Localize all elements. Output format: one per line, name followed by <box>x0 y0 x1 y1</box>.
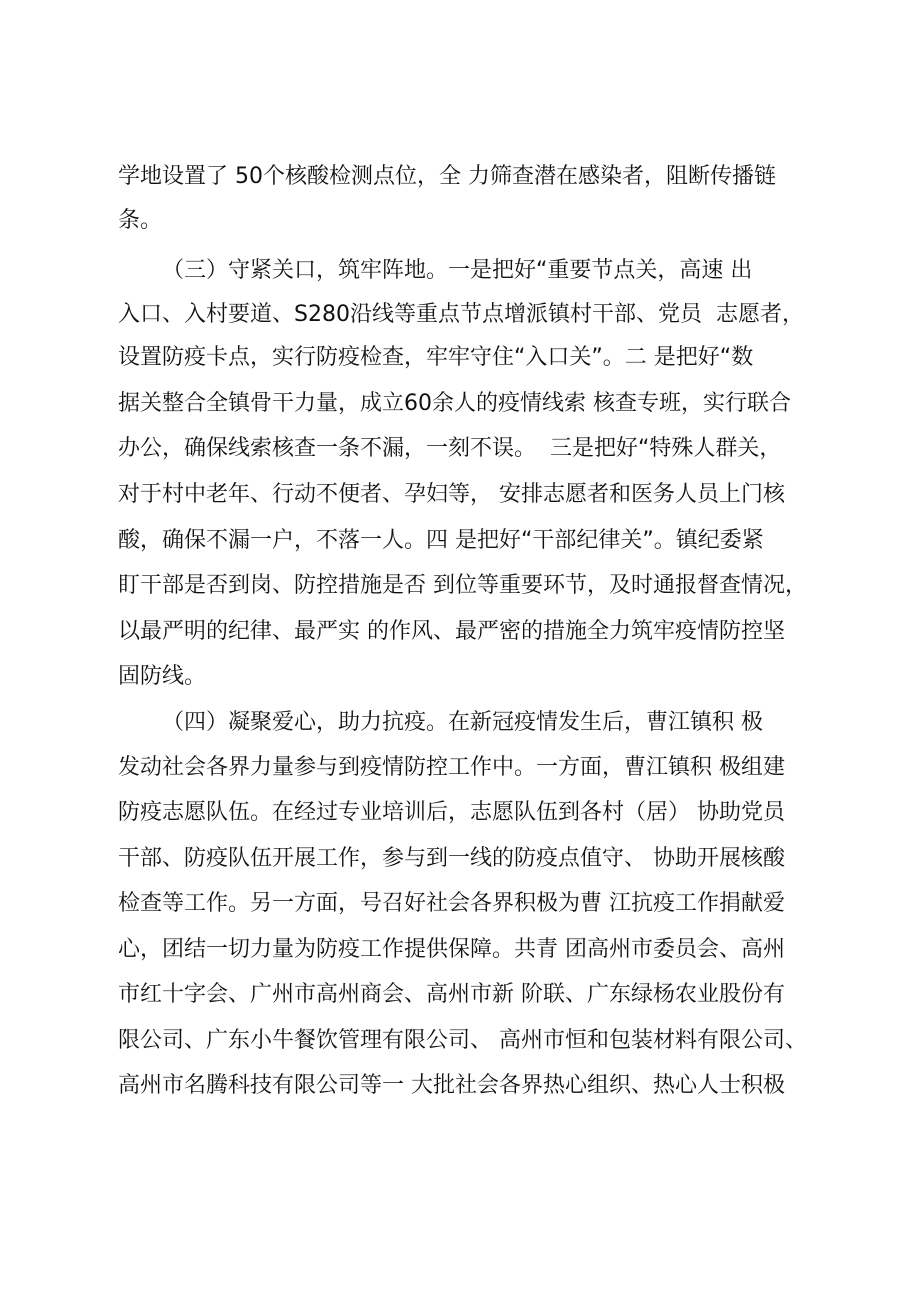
text-line: 酸，确保不漏一户，不落一人。四 是把好“干部纪律关”。镇纪委紧 <box>118 528 764 553</box>
text-line: （四）凝聚爱心，助力抗疫。在新冠疫情发生后，曹江镇积 极 <box>162 710 763 735</box>
text-line: 检查等工作。另一方面，号召好社会各界积极为曹 江抗疫工作捐献爱 <box>118 891 785 916</box>
text-line: 对于村中老年、行动不便者、孕妇等， 安排志愿者和医务人员上门核 <box>118 482 785 507</box>
text-line: 限公司、广东小牛餐饮管理有限公司、 高州市恒和包装材料有限公司、 <box>118 1028 807 1053</box>
text-line: 设置防疫卡点，实行防疫检查，牢牢守住“入口关”。二 是把好“数 <box>118 345 754 370</box>
text-line: 干部、防疫队伍开展工作，参与到一线的防疫点值守、 协助开展核酸 <box>118 846 785 871</box>
text-line: 固防线。 <box>118 664 207 689</box>
text-line: 学地设置了 50个核酸检测点位，全 力筛查潜在感染者，阻断传播链 <box>118 164 776 189</box>
text-line: 盯干部是否到岗、防控措施是否 到位等重要环节，及时通报督查情况， <box>118 573 807 598</box>
text-line: 高州市名腾科技有限公司等一 大批社会各界热心组织、热心人士积极 <box>118 1073 785 1098</box>
text-line: 据关整合全镇骨干力量，成立60余人的疫情线索 核查专班，实行联合 <box>118 391 791 416</box>
text-line: 心，团结一切力量为防疫工作提供保障。共青 团高州市委员会、高州 <box>118 937 785 962</box>
text-line: 发动社会各界力量参与到疫情防控工作中。一方面，曹江镇积 极组建 <box>118 755 785 780</box>
text-line: 以最严明的纪律、最严实 的作风、最严密的措施全力筑牢疫情防控坚 <box>118 619 785 644</box>
text-line: 入口、入村要道、S280沿线等重点节点增派镇村干部、党员 志愿者， <box>118 302 804 327</box>
text-line: 市红十字会、广州市高州商会、高州市新 阶联、广东绿杨农业股份有 <box>118 982 785 1007</box>
text-line: （三）守紧关口，筑牢阵地。一是把好“重要节点关，高速 出 <box>162 258 753 283</box>
text-line: 防疫志愿队伍。在经过专业培训后，志愿队伍到各村（居） 协助党员 <box>118 800 785 825</box>
text-line: 办公，确保线索核查一条不漏，一刻不误。 三是把好“特殊人群关， <box>118 436 782 461</box>
text-line: 条。 <box>118 208 163 233</box>
